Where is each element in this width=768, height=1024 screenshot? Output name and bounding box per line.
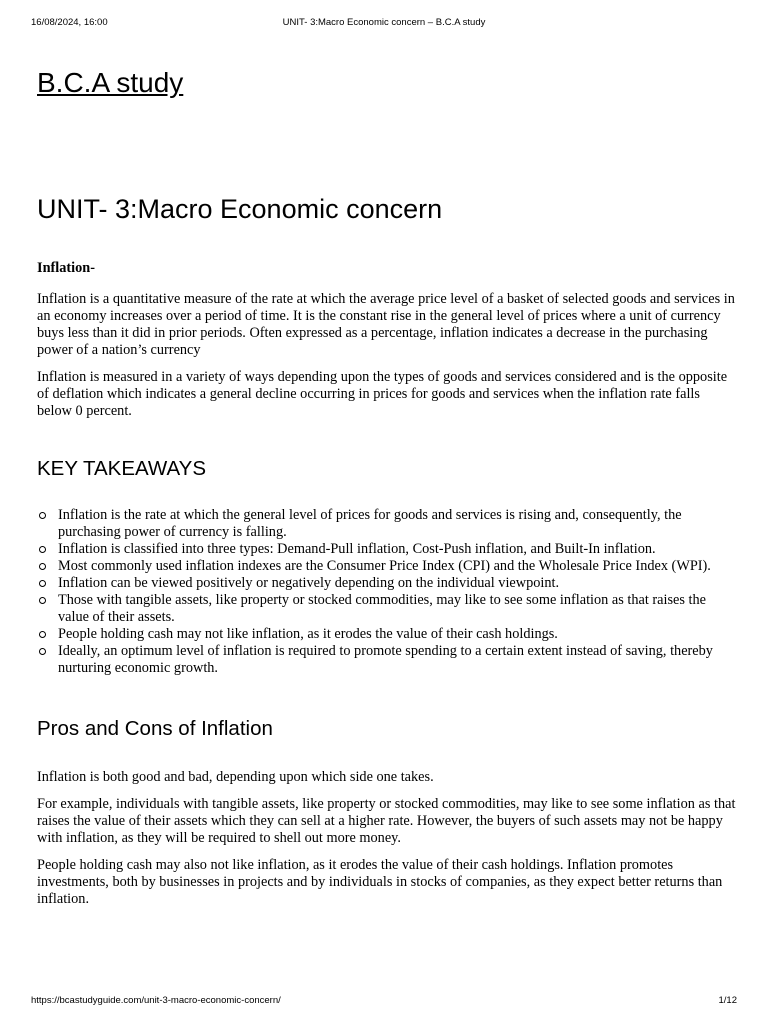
list-item-text: Inflation is classified into three types: Demand-Pull inflation, Cost-Push inflation, and Built-In inflation. (58, 541, 656, 557)
print-doc-title: UNIT- 3:Macro Economic concern – B.C.A study (282, 17, 486, 28)
print-url: https://bcastudyguide.com/unit-3-macro-economic-concern/ (31, 995, 281, 1006)
site-title-link[interactable]: B.C.A study (37, 67, 184, 98)
list-item-text: Ideally, an optimum level of inflation is required to promote spending to a certain extent instead of saving, thereby nurturing economic growth. (58, 643, 713, 676)
list-item-text: Most commonly used inflation indexes are the Consumer Price Index (CPI) and the Wholesale Price Index (WPI). (58, 558, 711, 574)
list-item (37, 626, 737, 643)
page-number: 1/12 (718, 995, 737, 1006)
bullet-icon (39, 631, 46, 638)
list-item-text: Inflation is the rate at which the general level of prices for goods and services is rising and, consequently, the purchasing power of currency is falling. (58, 507, 682, 540)
list-item (37, 541, 737, 558)
pros-cons-heading: Pros and Cons of Inflation (37, 717, 273, 740)
article-content (37, 260, 737, 908)
bullet-icon (39, 648, 46, 655)
bullet-icon (39, 512, 46, 519)
key-takeaways-heading: KEY TAKEAWAYS (37, 457, 206, 480)
list-item-text: Those with tangible assets, like property or stocked commodities, may like to see some inflation as that raises the value of their assets. (58, 592, 706, 625)
paragraph: Inflation is a quantitative measure of the rate at which the average price level of a basket of selected goods and services in an economy increases over a period of time. It is the constant rise in the general level of prices where a unit of currency buys less than it did in prior periods. Often expressed as a percentage, inflation indicates a decrease in the purchasing power of a nation’s currency (37, 291, 735, 358)
bullet-icon (39, 563, 46, 570)
paragraph: Inflation is measured in a variety of ways depending upon the types of goods and services considered and is the opposite of deflation which indicates a general decline occurring in prices for goods and services when the inflation rate falls below 0 percent. (37, 369, 728, 419)
list-item (37, 643, 737, 677)
list-item-text: Inflation can be viewed positively or negatively depending on the individual viewpoint. (58, 575, 560, 591)
list-item-text: People holding cash may not like inflation, as it erodes the value of their cash holdings. (58, 626, 558, 642)
list-item (37, 592, 737, 626)
paragraph: Inflation is both good and bad, depending upon which side one takes. (37, 769, 434, 785)
section-lead: Inflation- (37, 260, 95, 276)
bullet-icon (39, 597, 46, 604)
page-title: UNIT- 3:Macro Economic concern (37, 194, 443, 224)
print-datetime: 16/08/2024, 16:00 (31, 17, 108, 28)
list-item (37, 558, 737, 575)
list-item (37, 507, 737, 541)
bullet-icon (39, 546, 46, 553)
paragraph: For example, individuals with tangible assets, like property or stocked commodities, may like to see some inflation as that raises the value of their assets which they can sell at a higher rate. However, the buyers of such assets may not be happy with inflation, as they will be required to shell out more money. (37, 796, 736, 846)
key-takeaways-list (37, 507, 737, 677)
paragraph: People holding cash may also not like inflation, as it erodes the value of their cash holdings. Inflation promotes investments, both by businesses in projects and by individuals in stocks of companies, as they expect better returns than inflation. (37, 857, 723, 907)
bullet-icon (39, 580, 46, 587)
list-item (37, 575, 737, 592)
